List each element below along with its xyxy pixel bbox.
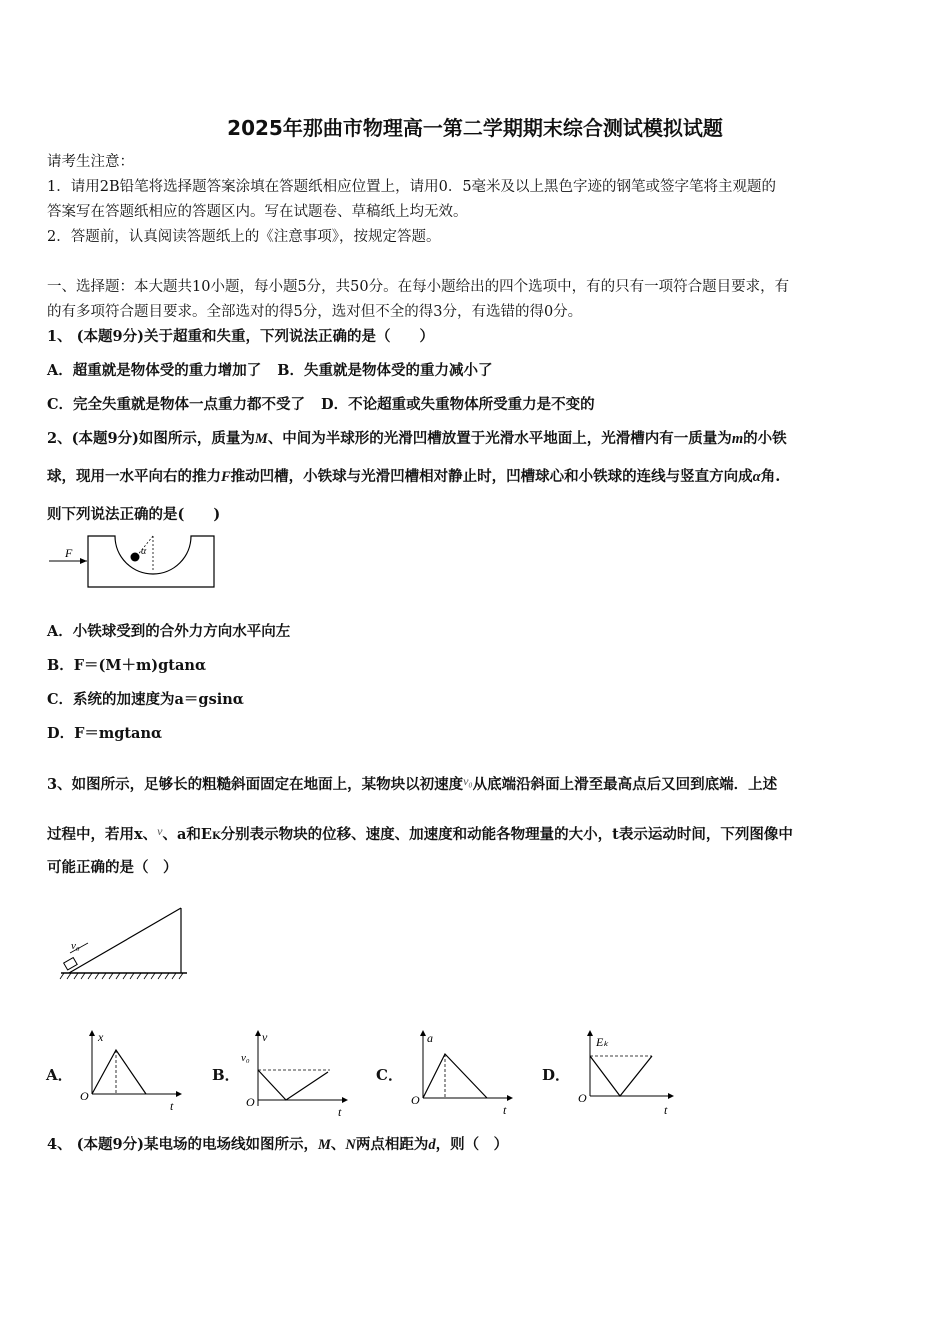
q2-option-b: B．F＝(M＋m)gtanα: [47, 657, 207, 674]
q2-stem-text: 的小铁: [743, 430, 787, 447]
angle-label: α: [141, 546, 147, 557]
q1-option-c: C．完全失重就是物体一点重力都不受了: [47, 396, 306, 413]
q2-stem-text: 2、(本题9分)如图所示，质量为: [47, 430, 255, 447]
origin-label: O: [411, 1093, 420, 1107]
y-axis-label: a: [427, 1031, 433, 1045]
q3-stem-text: 过程中，若用x、: [47, 826, 158, 843]
q3-figure-incline: [55, 903, 195, 983]
q2-stem-text: 、中间为半球形的光滑凹槽放置于光滑水平地面上，光滑槽内有一质量为: [267, 430, 732, 447]
q4-symbol-d: d: [428, 1137, 436, 1153]
q4-symbol-N: N: [345, 1137, 356, 1153]
incline-surface: [69, 908, 181, 973]
q3-stem-text: 、a和E: [162, 826, 212, 843]
notice-heading: 请考生注意：: [47, 154, 134, 170]
x-t-curve: [92, 1050, 146, 1094]
ground-hatching: [60, 973, 183, 979]
q2-stem-line-1: [47, 429, 787, 449]
origin-label: O: [80, 1089, 89, 1103]
q3-option-d-label: D．: [542, 1066, 571, 1084]
q1-options-row-2: [47, 395, 595, 415]
q3-option-b-label: B．: [212, 1066, 240, 1084]
q2-option-d: D．F＝mgtanα: [47, 725, 163, 742]
q4-stem-text: 、: [330, 1136, 346, 1153]
t-axis-label: t: [503, 1103, 507, 1117]
q3-symbol-v: v: [157, 824, 163, 838]
q3-symbol-v0: v₀: [463, 774, 473, 788]
push-force-arrowhead: [80, 558, 87, 564]
q2-option-c: C．系统的加速度为a＝gsinα: [47, 691, 244, 708]
q2-stem-text: 推动凹槽，小铁球与光滑凹槽相对静止时，凹槽球心和小铁球的连线与竖直方向成: [230, 468, 753, 485]
v-axis-arrow: [255, 1030, 261, 1036]
force-label: F: [65, 546, 73, 560]
q3-stem-text: 分别表示物块的位移、速度、加速度和动能各物理量的大小，t表示运动时间，下列图像中: [220, 826, 793, 843]
q4-symbol-M: M: [317, 1137, 331, 1153]
q2-stem-line-2: [47, 467, 780, 487]
q4-stem: [47, 1135, 508, 1155]
q3-stem-line-1: [47, 771, 777, 795]
q1-option-a: A．超重就是物体受的重力增加了: [47, 362, 262, 379]
v-t-curve: [258, 1070, 328, 1100]
notice-item-2: 2．答题前，认真阅读答题纸上的《注意事项》，按规定答题。: [47, 229, 441, 245]
y-axis-label: Eₖ: [596, 1035, 609, 1049]
t-axis-label: t: [338, 1105, 342, 1118]
q3-stem-line-3: 可能正确的是（ ）: [47, 859, 178, 876]
origin-label: O: [246, 1095, 255, 1109]
q2-stem-line-3: 则下列说法正确的是( ): [47, 506, 221, 523]
section-instructions-line-1: 一、选择题：本大题共10小题，每小题5分，共50分。在每小题给出的四个选项中，有的只有一项符合题目要求，有: [47, 279, 790, 295]
q4-stem-text: 两点相距为: [355, 1136, 429, 1153]
q2-figure-groove: [47, 530, 222, 592]
t-axis-label: t: [664, 1103, 668, 1117]
t-axis-arrow: [176, 1091, 182, 1097]
q1-stem: 1、 (本题9分)关于超重和失重，下列说法正确的是（ ）: [47, 328, 434, 345]
sliding-block: [64, 958, 78, 970]
q2-stem-text: 角.: [760, 468, 781, 485]
q1-options-row-1: [47, 361, 493, 381]
q2-symbol-M: M: [254, 431, 268, 447]
y-axis-label: x: [98, 1030, 104, 1044]
t-axis-arrow: [668, 1093, 674, 1099]
q3-graph-c: [405, 1028, 517, 1118]
a-t-curve: [423, 1054, 487, 1098]
q4-stem-text: 4、 (本题9分)某电场的电场线如图所示，: [47, 1136, 318, 1153]
x-axis-arrow: [89, 1030, 95, 1036]
notice-item-1-line-2: 答案写在答题纸相应的答题区内。写在试题卷、草稿纸上均无效。: [47, 204, 468, 220]
q3-graph-b: [240, 1028, 352, 1118]
q2-symbol-F: F: [221, 469, 231, 485]
q3-stem-text: 从底端沿斜面上滑至最高点后又回到底端．上述: [472, 776, 778, 793]
v0-tick-label: v₀: [241, 1052, 250, 1064]
initial-velocity-label: v₀: [71, 940, 80, 952]
q3-option-c-label: C．: [376, 1066, 403, 1084]
origin-label: O: [578, 1091, 587, 1105]
iron-ball: [131, 553, 140, 562]
y-axis-label: v: [262, 1030, 268, 1044]
q1-option-b: B．失重就是物体受的重力减小了: [277, 362, 493, 379]
q3-stem-text: 3、如图所示，足够长的粗糙斜面固定在地面上，某物块以初速度: [47, 776, 464, 793]
a-axis-arrow: [420, 1030, 426, 1036]
q3-graph-d: [572, 1028, 684, 1118]
ek-axis-arrow: [587, 1030, 593, 1036]
q2-symbol-m: m: [731, 431, 744, 447]
groove-block: [88, 536, 214, 587]
q1-option-d: D．不论超重或失重物体所受重力是不变的: [321, 396, 595, 413]
q4-stem-text: ，则（ ）: [435, 1136, 509, 1153]
t-axis-arrow: [342, 1097, 348, 1103]
t-axis-arrow: [507, 1095, 513, 1101]
q3-subscript-K: K: [211, 831, 221, 842]
q3-graph-a: [74, 1028, 186, 1114]
q2-stem-text: 球，现用一水平向右的推力: [47, 468, 221, 485]
t-axis-label: t: [170, 1099, 174, 1113]
q2-option-a: A．小铁球受到的合外力方向水平向左: [47, 623, 291, 640]
notice-item-1-line-1: 1．请用2B铅笔将选择题答案涂填在答题纸相应位置上，请用0．5毫米及以上黑色字迹的钢笔或签字笔将主观题的: [47, 179, 777, 195]
q3-option-a-label: A．: [46, 1066, 73, 1084]
q2-symbol-alpha: α: [752, 469, 761, 485]
page-title: 2025年那曲市物理高一第二学期期末综合测试模拟试题: [227, 116, 723, 140]
q3-stem-line-2: [47, 821, 793, 847]
ek-t-curve: [590, 1056, 652, 1096]
section-instructions-line-2: 的有多项符合题目要求。全部选对的得5分，选对但不全的得3分，有选错的得0分。: [47, 304, 583, 320]
